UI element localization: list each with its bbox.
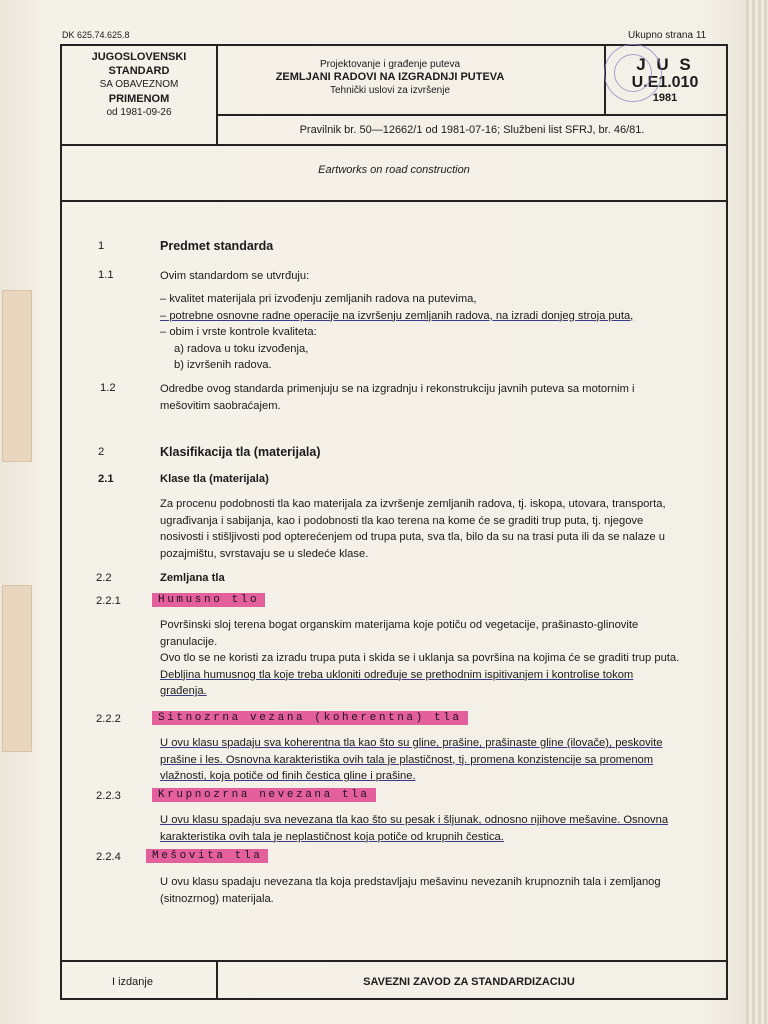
- section-number: 1.1: [98, 269, 114, 281]
- header-left-line: JUGOSLOVENSKI: [91, 51, 187, 63]
- english-title: Eartworks on road construction: [318, 164, 470, 176]
- header-left-line: PRIMENOM: [108, 93, 170, 105]
- paragraph: [160, 496, 666, 562]
- paragraph: [160, 617, 679, 700]
- title-line-1: Projektovanje i građenje puteva: [319, 59, 461, 70]
- list-item: – kvalitet materijala pri izvođenju zemljanih radova na putevima,: [160, 293, 477, 305]
- tape-strip: [2, 585, 32, 752]
- standard-year: 1981: [652, 92, 678, 104]
- text-line: Odredbe ovog standarda primenjuju se na izgradnju i rekonstrukciju javnih puteva sa motornim i: [160, 383, 635, 395]
- highlighted-heading: Krupnozrna nevezana tla: [152, 788, 376, 802]
- paragraph: [160, 812, 668, 845]
- title-line-3: Tehnički uslovi za izvršenje: [329, 85, 451, 96]
- section-number: 1.2: [100, 382, 116, 394]
- section-number: 2.2.4: [96, 851, 121, 863]
- highlighted-heading: Sitnozrna vezana (koherentna) tla: [152, 711, 468, 725]
- text-line: Površinski sloj terena bogat organskim materijama koje potiču od vegetacije, prašinasto-glinovite: [160, 619, 639, 631]
- section-intro: Ovim standardom se utvrđuju:: [160, 270, 310, 282]
- header-left-line: od 1981-09-26: [106, 107, 172, 118]
- text-line: vlažnosti, koja potiče od finih čestica gline i prašine.: [160, 770, 416, 782]
- text-line: Debljina humusnog tla koje treba ukloniti određuje se prethodnim ispitivanjem i kontrolise tokom: [160, 668, 634, 681]
- stacked-pages-edge: [746, 0, 768, 1024]
- text-line: prašine i les. Osnovna karakteristika ovih tala je plastičnost, tj. promena konzistencije sa promenom: [160, 753, 654, 766]
- list-item: a) radova u toku izvođenja,: [174, 342, 309, 355]
- standard-code: U.E1.010: [631, 74, 699, 91]
- section-heading: Klasifikacija tla (materijala): [160, 445, 321, 459]
- section-number: 2: [98, 446, 105, 458]
- paragraph: [160, 874, 661, 907]
- section-number: 2.2.1: [96, 595, 121, 607]
- publisher-label: SAVEZNI ZAVOD ZA STANDARDIZACIJU: [363, 976, 575, 988]
- text-line: U ovu klasu spadaju sva koherentna tla kao što su gline, prašine, prašinaste gline (ilovače), peskovite: [160, 737, 663, 749]
- section-number: 2.2.2: [96, 713, 121, 725]
- bullet-list: [160, 291, 633, 374]
- text-line: U ovu klasu spadaju nevezana tla koja predstavljaju mešavinu nevezanih krupnoznih tala i zemljanog: [160, 876, 661, 888]
- highlighted-heading: Mešovita tla: [146, 849, 268, 863]
- page-count: Ukupno strana 11: [628, 30, 707, 41]
- section-number: 2.2: [96, 572, 112, 584]
- section-number: 2.2.3: [96, 790, 121, 802]
- paragraph: [160, 735, 662, 785]
- paragraph: [160, 381, 634, 414]
- text-line: granulacije.: [160, 635, 218, 648]
- edition-label: I izdanje: [112, 976, 153, 988]
- tape-strip: [2, 290, 32, 462]
- text-line: pozajmištu, svrstavaju se u sledeće klase.: [160, 547, 369, 560]
- text-line: ugrađivanja i sabijanja, kao i podobnosti tla kao terena na kome će se graditi trup puta, tj. njegove: [160, 514, 644, 527]
- text-line: karakteristika ovih tala je neplastičnost koja potiče od krupnih čestica.: [160, 830, 504, 843]
- section-number: 2.1: [98, 473, 114, 485]
- text-line: Za procenu podobnosti tla kao materijala za izvršenje zemljanih radova, tj. iskopa, utovara, transporta,: [160, 498, 666, 510]
- library-stamp: [604, 44, 662, 102]
- subsection-heading: Zemljana tla: [160, 572, 225, 584]
- header-left-line: STANDARD: [108, 65, 170, 77]
- jus-label: J U S: [636, 55, 694, 74]
- section-number: 1: [98, 240, 105, 252]
- standard-title-block: [220, 58, 560, 97]
- text-line: građenja.: [160, 685, 207, 697]
- highlighted-heading: Humusno tlo: [152, 593, 265, 607]
- text-line: (sitnozrnog) materijala.: [160, 892, 274, 905]
- subsection-heading: Klase tla (materijala): [160, 473, 269, 485]
- list-item: – potrebne osnovne radne operacije na izvršenju zemljanih radova, na izradi donjeg stroja puta,: [160, 309, 634, 322]
- text-line: mešovitim saobraćajem.: [160, 399, 281, 412]
- title-line-2: ZEMLJANI RADOVI NA IZGRADNJI PUTEVA: [275, 71, 505, 83]
- list-item: b) izvršenih radova.: [174, 359, 272, 371]
- regulation-reference: Pravilnik br. 50—12662/1 od 1981-07-16; Službeni list SFRJ, br. 46/81.: [299, 124, 645, 136]
- text-line: U ovu klasu spadaju sva nevezana tla kao što su pesak i šljunak, odnosno njihove mešavine. Osnovna: [160, 814, 669, 826]
- text-line: Ovo tlo se ne koristi za izradu trupa puta i skida se i uklanja sa površina na kojima će se graditi trup puta.: [160, 652, 680, 664]
- text-line: nosivosti i stišljivosti pod opterećenjem od trupa puta, sva tla, bilo da su na trasi puta ili da se nalaze u: [160, 531, 665, 543]
- dk-reference: DK 625.74.625.8: [62, 30, 130, 40]
- list-item: – obim i vrste kontrole kvaliteta:: [160, 326, 317, 338]
- section-heading: Predmet standarda: [160, 239, 274, 253]
- standard-type-block: [64, 50, 214, 120]
- header-left-line: SA OBAVEZNOM: [99, 79, 179, 90]
